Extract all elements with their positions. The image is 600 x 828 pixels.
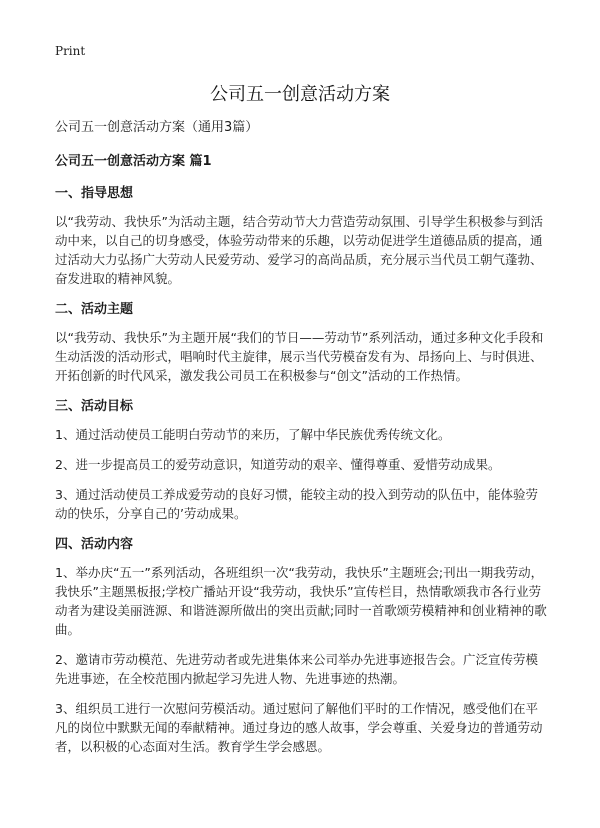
document-subtitle: 公司五一创意活动方案（通用3篇） <box>55 120 259 135</box>
section-paragraph: 3、通过活动使员工养成爱劳动的良好习惯，能较主动的投入到劳动的队伍中，能体验劳动的快乐，分享自己的’劳动成果。 <box>55 487 538 521</box>
section-heading: 一、指导思想 <box>55 186 134 201</box>
section-paragraph: 以“我劳动、我快乐”为活动主题，结合劳动节大力营造劳动氛围、引导学生积极参与到活动中来，以自己的切身感受，体验劳动带来的乐趣，以劳动促进学生道德品质的提高，通过活动大力弘扬广大劳动人民爱劳动、爱学习的高尚品质，充分展示当代员工朝气蓬勃、奋发进取的精神风貌。 <box>55 214 543 286</box>
section-activity-content <box>55 535 550 756</box>
section-activity-goals <box>55 397 550 523</box>
section-paragraph: 2、邀请市劳动模范、先进劳动者或先进集体来公司举办先进事迹报告会。广泛宣传劳模先进事迹，在全校范围内掀起学习先进人物、先进事迹的热潮。 <box>55 652 538 686</box>
section-heading: 三、活动目标 <box>55 399 134 414</box>
section-guiding-ideology <box>55 184 550 288</box>
document-title: 公司五一创意活动方案 <box>210 84 390 105</box>
section-paragraph: 1、举办庆“五一”系列活动，各班组织一次“我劳动，我快乐”主题班会;刊出一期我劳动，我快乐”主题黑板报;学校广播站开设“我劳动，我快乐”宣传栏目，热情歌颂我市各行业劳动者为建设美丽涟源、和谐涟源所做出的突出贡献;同时一首歌颂劳模精神和创业精神的歌曲。 <box>55 565 547 637</box>
section-heading: 四、活动内容 <box>55 537 134 552</box>
section-paragraph: 1、通过活动使员工能明白劳动节的来历，了解中华民族优秀传统文化。 <box>55 427 451 442</box>
document-body <box>55 118 550 768</box>
section-paragraph: 3、组织员工进行一次慰问劳模活动。通过慰问了解他们平时的工作情况，感受他们在平凡的岗位中默默无闻的奉献精神。通过身边的感人故事，学会尊重、关爱身边的普通劳动者，以积极的心态面对生活。教育学生学会感恩。 <box>55 701 543 754</box>
article-title: 公司五一创意活动方案 篇1 <box>55 154 212 169</box>
section-activity-theme <box>55 300 550 385</box>
section-paragraph: 以“我劳动、我快乐”为主题开展“我们的节日——劳动节”系列活动，通过多种文化手段和生动活泼的活动形式，唱响时代主旋律，展示当代劳模奋发有为、昂扬向上、与时俱进、开拓创新的时代风采，激发我公司员工在积极参与“创文”活动的工作热情。 <box>55 330 544 383</box>
print-link[interactable]: Print <box>55 44 86 58</box>
section-heading: 二、活动主题 <box>55 302 134 317</box>
section-paragraph: 2、进一步提高员工的爱劳动意识，知道劳动的艰辛、懂得尊重、爱惜劳动成果。 <box>55 457 501 472</box>
